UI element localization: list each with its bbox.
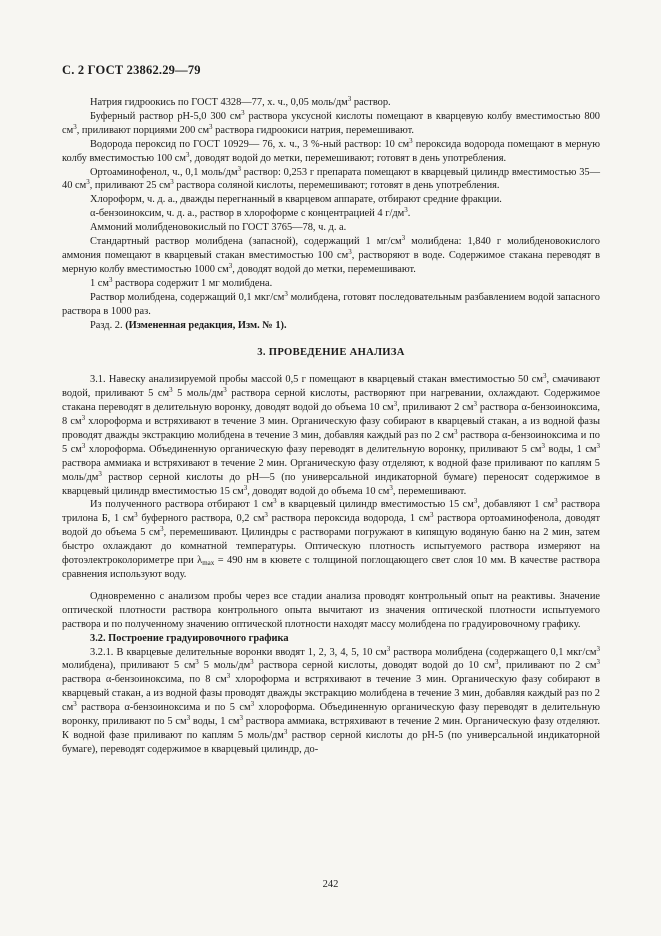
paragraph-buffer: [62, 110, 600, 138]
text-run: , приливают 2 см: [397, 402, 474, 414]
superscript: 3: [473, 497, 478, 506]
superscript: 3: [226, 672, 231, 681]
text-run: 3.2.1. В кварцевые делительные воронки вводят 1, 2, 3, 4, 5, 10 см: [90, 646, 387, 658]
text-run: , доводят водой до метки, перемешивают.: [232, 263, 416, 275]
text-run: = 490 нм в кювете с толщиной поглощающего свет слоя 10 мм. В качестве раствора сравнения используют воду.: [62, 555, 600, 580]
superscript: 3: [347, 95, 352, 103]
superscript: 3: [494, 658, 499, 667]
text-run: раствор серной кислоты до рН—5 (по универсальной индикаторной бумаге) переносят содержимое в кварцевый цилиндр вместимостью 15 см: [62, 471, 600, 497]
superscript: 3: [393, 400, 398, 409]
text-run: хлороформа и встряхивают в течение 3 мин. Органическую фазу собирают в кварцевый стакан, а из водной фазы проводят дважды экстракцию молибдена в течение 3 мин, добавляя каждый раз по 2 см: [62, 416, 600, 441]
text-run: 1 см: [90, 277, 109, 289]
text-run: Водорода пероксид по ГОСТ 10929— 76, х. ч., 3 %-ный раствор: 10 см: [90, 138, 410, 150]
superscript: 3: [473, 400, 477, 409]
superscript: 3: [98, 469, 102, 478]
text-run: раствор: 0,253 г препарата помещают в кварцевый цилиндр вместимостью 35—40 см: [62, 166, 600, 192]
text-run: Раствор молибдена, содержащий 0,1 мкг/см: [90, 291, 285, 303]
text-run: 5 моль/дм: [172, 388, 224, 400]
text-run: хлороформа и встряхивают в течение 3 мин. Органическую фазу собирают в кварцевый стакан, а из водной фазы проводят дважды экстракцию молибдена в течение 3 мин, добавляя каждый раз по 2 см: [62, 674, 600, 714]
text-run: раствора соляной кислоты, перемешивают; готовят в день употребления.: [173, 180, 500, 192]
superscript: 3: [243, 483, 248, 492]
text-run: Хлороформ, ч. д. а., дважды перегнанный в кварцевом аппарате, отбирают средние фракции.: [90, 194, 502, 206]
superscript: 3: [86, 178, 90, 187]
text-run: 3.2. Построение градуировочного графика: [90, 632, 289, 644]
superscript: 3: [73, 122, 77, 131]
text-run: раствора α-бензоиноксима и по 5 см: [62, 429, 600, 455]
superscript: 3: [283, 727, 288, 736]
superscript: 3: [223, 386, 227, 395]
paragraph-dilute: [62, 291, 600, 319]
text-run: .: [407, 208, 411, 220]
text-run: Разд. 2.: [90, 319, 126, 331]
paragraph-one_cm: [62, 277, 600, 291]
superscript: 3: [250, 658, 254, 667]
analysis-section: [62, 373, 600, 756]
text-run: , доводят водой до метки, перемешивают; готовят в день употребления.: [189, 152, 507, 164]
superscript: 3: [108, 275, 113, 284]
paragraph-p32: [62, 632, 600, 646]
text-run: 3.1. Навеску анализируемой пробы массой 0,5 г помещают в кварцевый стакан вместимостью 50 см: [90, 374, 543, 386]
text-run: Буферный раствор рН-5,0 300 см: [90, 110, 242, 122]
paragraph-peroxide: [62, 138, 600, 166]
text-run: Одновременно с анализом пробы через все стадии анализа проводят контрольный опыт на реактивы. Значение оптической плотности раствора контрольного опыта вычитают из значения оптической плотности испытуемого раствора и по полученному значению оптической плотности находят массу молибдена по градуировочному графику.: [62, 590, 600, 630]
superscript: 3: [401, 234, 406, 243]
reagents-list: [62, 96, 600, 332]
text-run: , приливают по 2 см: [498, 660, 597, 672]
superscript: 3: [237, 164, 242, 173]
superscript: 3: [170, 178, 174, 187]
paragraph-aminophenol: [62, 166, 600, 194]
text-run: , приливают 25 см: [89, 180, 171, 192]
text-run: раствора α-бензоиноксима, 8 см: [62, 402, 600, 428]
text-run: 5 моль/дм: [198, 660, 251, 672]
superscript: 3: [541, 441, 546, 450]
text-run: в кварцевый цилиндр вместимостью 15 см: [276, 499, 474, 511]
superscript: 3: [453, 427, 458, 436]
text-run: раствора серной кислоты, доводят водой до 10 см: [253, 660, 495, 672]
superscript: 3: [195, 658, 199, 667]
text-run: раствора аммиака и встряхивают в течение 2 мин. Органическую фазу отделяют, к водной фазе приливают по каплям 5 моль/дм: [62, 457, 600, 483]
superscript: 3: [348, 247, 352, 256]
superscript: 3: [209, 122, 213, 131]
superscript: 3: [389, 483, 393, 492]
text-run: , растворяют в воде. Содержимое стакана переводят в мерную колбу вместимостью 1000 см: [62, 249, 600, 275]
paragraph-p31c: [62, 590, 600, 632]
text-run: хлороформа. Объединенную органическую фазу переводят в делительную воронку, приливают по 5 см: [62, 702, 600, 728]
text-run: Из полученного раствора отбирают 1 см: [90, 499, 274, 511]
superscript: 3: [228, 261, 233, 270]
text-run: раствора содержит 1 мг молибдена.: [112, 277, 273, 289]
paragraph-chloroform: [62, 193, 600, 207]
superscript: 3: [73, 700, 77, 709]
superscript: 3: [250, 700, 255, 709]
superscript: 3: [554, 497, 558, 506]
superscript: 3: [542, 372, 547, 381]
superscript: 3: [284, 289, 288, 298]
superscript: 3: [596, 441, 600, 450]
superscript: 3: [273, 497, 277, 506]
text-run: молибдена, готовят последовательным разбавлением водой запасного раствора в 1000 раз.: [62, 291, 600, 317]
text-run: (Измененная редакция, Изм. № 1).: [125, 319, 287, 331]
paragraph-p31: [62, 373, 600, 498]
text-run: раствора аммиака, встряхивают в течение 2 мин. Органическую фазу отделяют. К водной фазе приливают по каплям 5 моль/дм: [62, 716, 600, 741]
paragraph-natrium: [62, 96, 600, 110]
text-run: Ортоаминофенол, ч., 0,1 моль/дм: [90, 166, 238, 178]
document-body: [62, 96, 600, 757]
superscript: 3: [596, 658, 600, 667]
superscript: 3: [241, 108, 245, 117]
paragraph-p321: [62, 646, 600, 757]
text-run: молибдена: 1,840 г молибденовокислого аммония помещают в кварцевый стакан вместимостью 100 см: [62, 236, 600, 261]
paragraph-standard: [62, 235, 600, 277]
text-run: раствора гидроокиси натрия, перемешивают.: [212, 124, 415, 136]
text-run: раствор серной кислоты до рН-5 (по универсальной индикаторной бумаге), переводят содержимое в кварцевый цилиндр, до-: [62, 729, 600, 755]
superscript: 3: [239, 714, 243, 723]
text-run: пероксида водорода помещают в мерную колбу вместимостью 100 см: [62, 138, 601, 164]
text-run: воды, 1 см: [545, 443, 597, 455]
paragraph-ammonium: [62, 221, 600, 235]
text-run: Аммоний молибденовокислый по ГОСТ 3765—78, ч. д. а.: [90, 222, 347, 234]
text-run: раствора серной кислоты, растворяют при нагревании, охлаждают. Содержимое стакана переводят в делительную воронку, доводят водой до объема 10 см: [62, 388, 600, 414]
text-run: воды, 1 см: [190, 716, 240, 728]
text-run: буферного раствора, 0,2 см: [137, 513, 265, 525]
text-run: , смачивают водой, приливают 5 см: [62, 374, 600, 400]
page-number: 242: [322, 879, 339, 890]
text-run: хлороформа. Объединенную органическую фазу переводят в делительную воронку, приливают 5 см: [85, 443, 542, 455]
section-heading: 3. ПРОВЕДЕНИЕ АНАЛИЗА: [257, 347, 405, 359]
superscript: 3: [169, 386, 173, 395]
running-header: С. 2 ГОСТ 23862.29—79: [62, 63, 201, 77]
superscript: 3: [596, 644, 601, 653]
text-run: , добавляют 1 см: [477, 499, 555, 511]
text-run: α-бензоиноксим, ч. д. а., раствор в хлороформе с концентрацией 4 г/дм: [90, 208, 405, 220]
paragraph-benzoinoxime: [62, 207, 600, 221]
text-run: молибдена), приливают 5 см: [62, 660, 196, 672]
superscript: 3: [404, 206, 408, 215]
superscript: 3: [264, 511, 268, 520]
text-run: раствор.: [351, 97, 391, 108]
text-run: раствора ортоаминофенола, доводят водой до объема 5 см: [62, 513, 600, 539]
superscript: 3: [160, 525, 164, 534]
paragraph-p31b: [62, 498, 600, 581]
text-run: раствора трилона Б, 1 см: [62, 499, 600, 525]
text-run: , приливают порциями 200 см: [76, 124, 210, 136]
text-run: , доводят водой до объема 10 см: [247, 485, 390, 497]
subscript: max: [202, 559, 215, 568]
superscript: 3: [81, 441, 86, 450]
text-run: раствора пероксида водорода, 1 см: [267, 513, 430, 525]
text-run: раствора α-бензоиноксима, по 8 см: [62, 674, 227, 686]
superscript: 3: [81, 414, 86, 423]
text-run: Стандартный раствор молибдена (запасной), содержащий 1 мг/см: [90, 236, 402, 248]
paragraph-razd: [62, 319, 600, 333]
text-run: раствора α-бензоиноксима и по 5 см: [76, 702, 251, 714]
text-run: раствора уксусной кислоты помещают в кварцевую колбу вместимостью 800 см: [62, 110, 600, 136]
superscript: 3: [386, 644, 391, 653]
superscript: 3: [409, 136, 413, 145]
text-run: Натрия гидроокись по ГОСТ 4328—77, х. ч., 0,05 моль/дм: [90, 97, 348, 108]
text-run: раствора молибдена (содержащего 0,1 мкг/см: [390, 646, 597, 658]
superscript: 3: [429, 511, 434, 520]
text-run: , перемешивают. Цилиндры с растворами погружают в кипящую водяную баню на 2 мин, затем быстро охлаждают до комнатной температуры. Оптическую плотность испытуемого раствора измеряют на фотоэлектроколориметре при λ: [62, 527, 600, 567]
superscript: 3: [186, 714, 191, 723]
superscript: 3: [134, 511, 138, 520]
superscript: 3: [186, 150, 190, 159]
text-run: , перемешивают.: [392, 485, 467, 497]
